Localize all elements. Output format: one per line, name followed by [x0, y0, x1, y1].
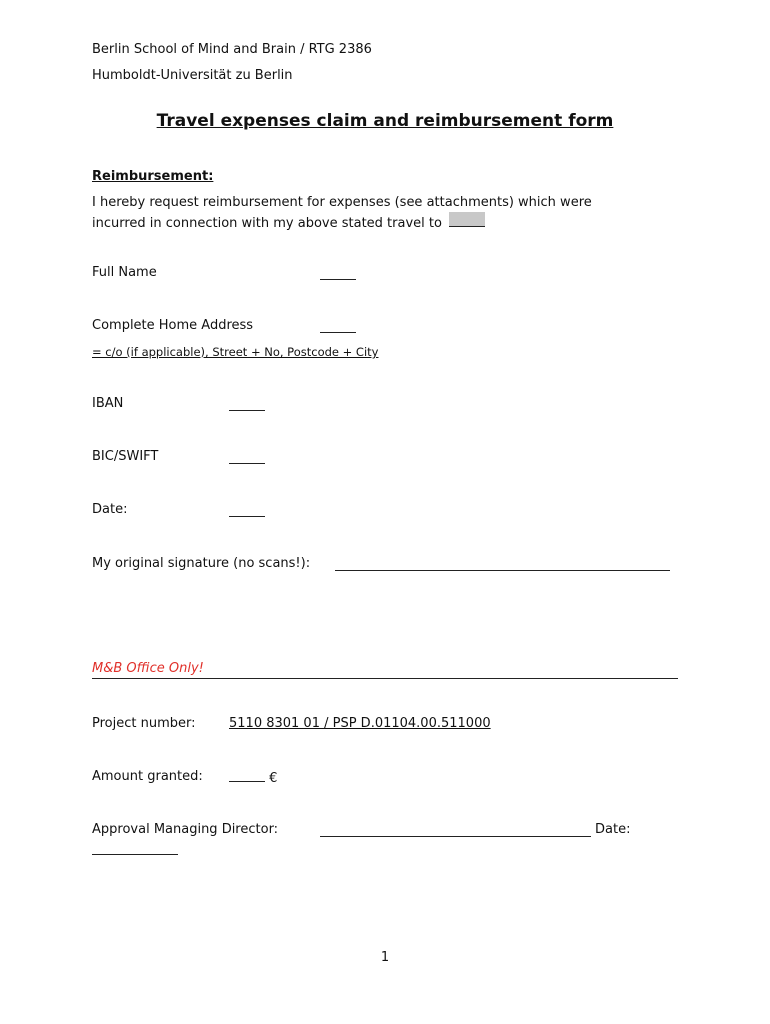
approval-date-field[interactable]: [92, 842, 178, 855]
signature-label: My original signature (no scans!):: [92, 556, 311, 571]
travel-destination-field[interactable]: [449, 212, 485, 227]
amount-field[interactable]: [229, 769, 265, 782]
address-field[interactable]: [320, 320, 356, 333]
full-name-label: Full Name: [92, 265, 157, 280]
form-title: Travel expenses claim and reimbursement form: [156, 111, 614, 131]
amount-label: Amount granted:: [92, 769, 203, 784]
date-label: Date:: [92, 502, 128, 517]
amount-unit: €: [269, 771, 278, 786]
reimbursement-text-2-label: incurred in connection with my above stated travel to: [92, 216, 442, 231]
project-label: Project number:: [92, 716, 196, 731]
amount-row: [229, 769, 277, 786]
approval-label: Approval Managing Director:: [92, 822, 279, 837]
full-name-field[interactable]: [320, 267, 356, 280]
approval-signature-field[interactable]: [320, 824, 591, 837]
address-hint: = c/o (if applicable), Street + No, Postcode + City: [92, 345, 379, 359]
reimbursement-text-2: [92, 212, 485, 231]
project-value: 5110 8301 01 / PSP D.01104.00.511000: [229, 716, 491, 731]
iban-field[interactable]: [229, 398, 265, 411]
iban-label: IBAN: [92, 396, 124, 411]
page-number: 1: [380, 950, 390, 965]
reimbursement-heading: Reimbursement:: [92, 169, 214, 184]
date-field[interactable]: [229, 504, 265, 517]
bic-field[interactable]: [229, 451, 265, 464]
approval-date-label: Date:: [595, 822, 631, 837]
office-divider: [92, 678, 678, 679]
signature-field[interactable]: [335, 558, 670, 571]
office-heading: M&B Office Only!: [92, 661, 204, 676]
reimbursement-text-1: I hereby request reimbursement for expenses (see attachments) which were: [92, 195, 592, 210]
address-label: Complete Home Address: [92, 318, 254, 333]
header-university: Humboldt-Universität zu Berlin: [92, 68, 293, 83]
bic-label: BIC/SWIFT: [92, 449, 159, 464]
header-institution: Berlin School of Mind and Brain / RTG 2386: [92, 42, 372, 57]
